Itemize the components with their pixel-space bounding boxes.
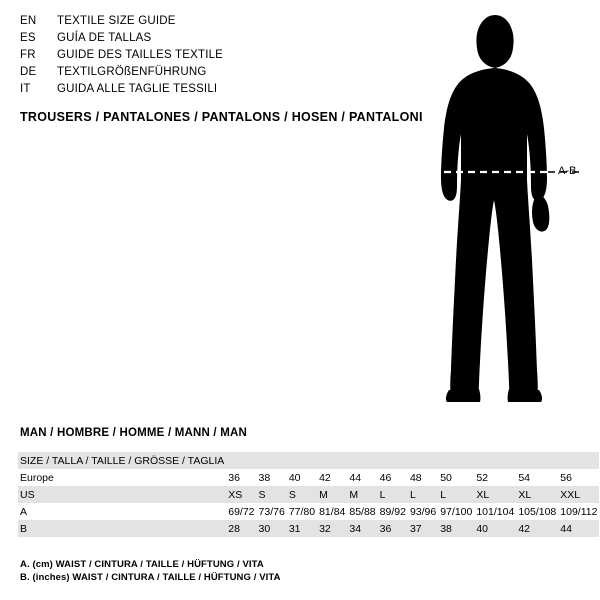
language-text-es: GUÍA DE TALLAS — [57, 32, 152, 44]
language-row-it — [20, 83, 400, 100]
table-cell: 30 — [257, 520, 287, 537]
table-cell: 36 — [378, 520, 408, 537]
table-cell: XL — [516, 486, 558, 503]
table-cell: 32 — [317, 520, 347, 537]
table-cell: 44 — [558, 520, 599, 537]
table-cell: 69/72 — [226, 503, 256, 520]
table-cell: 109/112 — [558, 503, 599, 520]
table-cell — [317, 452, 347, 469]
page-title: TROUSERS / PANTALONES / PANTALONS / HOSEN / PANTALONI — [20, 110, 423, 124]
row-label-size: SIZE / TALLA / TAILLE / GRÖSSE / TAGLIA — [18, 452, 226, 469]
table-cell: XS — [226, 486, 256, 503]
table-cell: S — [287, 486, 317, 503]
table-cell: 44 — [347, 469, 377, 486]
row-label-us: US — [18, 486, 226, 503]
table-cell: 38 — [257, 469, 287, 486]
table-cell — [438, 452, 474, 469]
language-code-de: DE — [20, 66, 37, 78]
table-cell — [378, 452, 408, 469]
table-cell: 34 — [347, 520, 377, 537]
table-cell: 105/108 — [516, 503, 558, 520]
table-row — [18, 503, 599, 520]
table-row — [18, 520, 599, 537]
table-cell — [257, 452, 287, 469]
table-cell: 81/84 — [317, 503, 347, 520]
table-cell: 37 — [408, 520, 438, 537]
measure-label-ab: A-B — [558, 165, 577, 177]
language-text-en: TEXTILE SIZE GUIDE — [57, 15, 176, 27]
table-cell: M — [317, 486, 347, 503]
table-title: MAN / HOMBRE / HOMME / MANN / MAN — [20, 427, 248, 439]
table-row — [18, 452, 599, 469]
table-cell — [287, 452, 317, 469]
table-cell: 97/100 — [438, 503, 474, 520]
table-cell: 93/96 — [408, 503, 438, 520]
language-text-fr: GUIDE DES TAILLES TEXTILE — [57, 49, 224, 61]
language-row-de — [20, 66, 400, 83]
table-cell: 28 — [226, 520, 256, 537]
language-row-fr — [20, 49, 400, 66]
language-code-es: ES — [20, 32, 36, 44]
table-cell — [558, 452, 599, 469]
figure-illustration — [400, 10, 600, 410]
footnotes — [20, 558, 281, 584]
man-silhouette-icon — [400, 10, 600, 410]
table-cell: 40 — [474, 520, 516, 537]
table-cell: 31 — [287, 520, 317, 537]
table-cell: S — [257, 486, 287, 503]
footnote-b: B. (inches) WAIST / CINTURA / TAILLE / HÜFTUNG / VITA — [20, 572, 281, 583]
table-cell: 77/80 — [287, 503, 317, 520]
table-cell: 54 — [516, 469, 558, 486]
row-label-europe: Europe — [18, 469, 226, 486]
table-cell: 50 — [438, 469, 474, 486]
row-label-a: A — [18, 503, 226, 520]
size-table — [18, 452, 599, 537]
language-text-de: TEXTILGRÖßENFÜHRUNG — [57, 66, 207, 78]
table-cell: 56 — [558, 469, 599, 486]
language-code-en: EN — [20, 15, 37, 27]
table-cell: 46 — [378, 469, 408, 486]
row-label-b: B — [18, 520, 226, 537]
table-cell: 85/88 — [347, 503, 377, 520]
footnote-a: A. (cm) WAIST / CINTURA / TAILLE / HÜFTUNG / VITA — [20, 559, 264, 570]
table-cell: 101/104 — [474, 503, 516, 520]
table-cell: XXL — [558, 486, 599, 503]
table-cell: 73/76 — [257, 503, 287, 520]
table-cell: L — [408, 486, 438, 503]
table-cell: L — [378, 486, 408, 503]
language-row-en — [20, 15, 400, 32]
table-cell — [226, 452, 256, 469]
table-cell: 40 — [287, 469, 317, 486]
table-cell: 38 — [438, 520, 474, 537]
language-header — [20, 15, 400, 100]
table-cell: 42 — [317, 469, 347, 486]
table-cell: 89/92 — [378, 503, 408, 520]
table-cell — [516, 452, 558, 469]
table-cell — [347, 452, 377, 469]
language-row-es — [20, 32, 400, 49]
table-row — [18, 486, 599, 503]
table-cell: M — [347, 486, 377, 503]
table-cell — [474, 452, 516, 469]
table-cell: 36 — [226, 469, 256, 486]
language-code-it: IT — [20, 83, 31, 95]
table-cell: 52 — [474, 469, 516, 486]
table-cell — [408, 452, 438, 469]
language-code-fr: FR — [20, 49, 36, 61]
table-cell: 48 — [408, 469, 438, 486]
table-row — [18, 469, 599, 486]
language-text-it: GUIDA ALLE TAGLIE TESSILI — [57, 83, 218, 95]
table-cell: 42 — [516, 520, 558, 537]
table-cell: L — [438, 486, 474, 503]
table-cell: XL — [474, 486, 516, 503]
